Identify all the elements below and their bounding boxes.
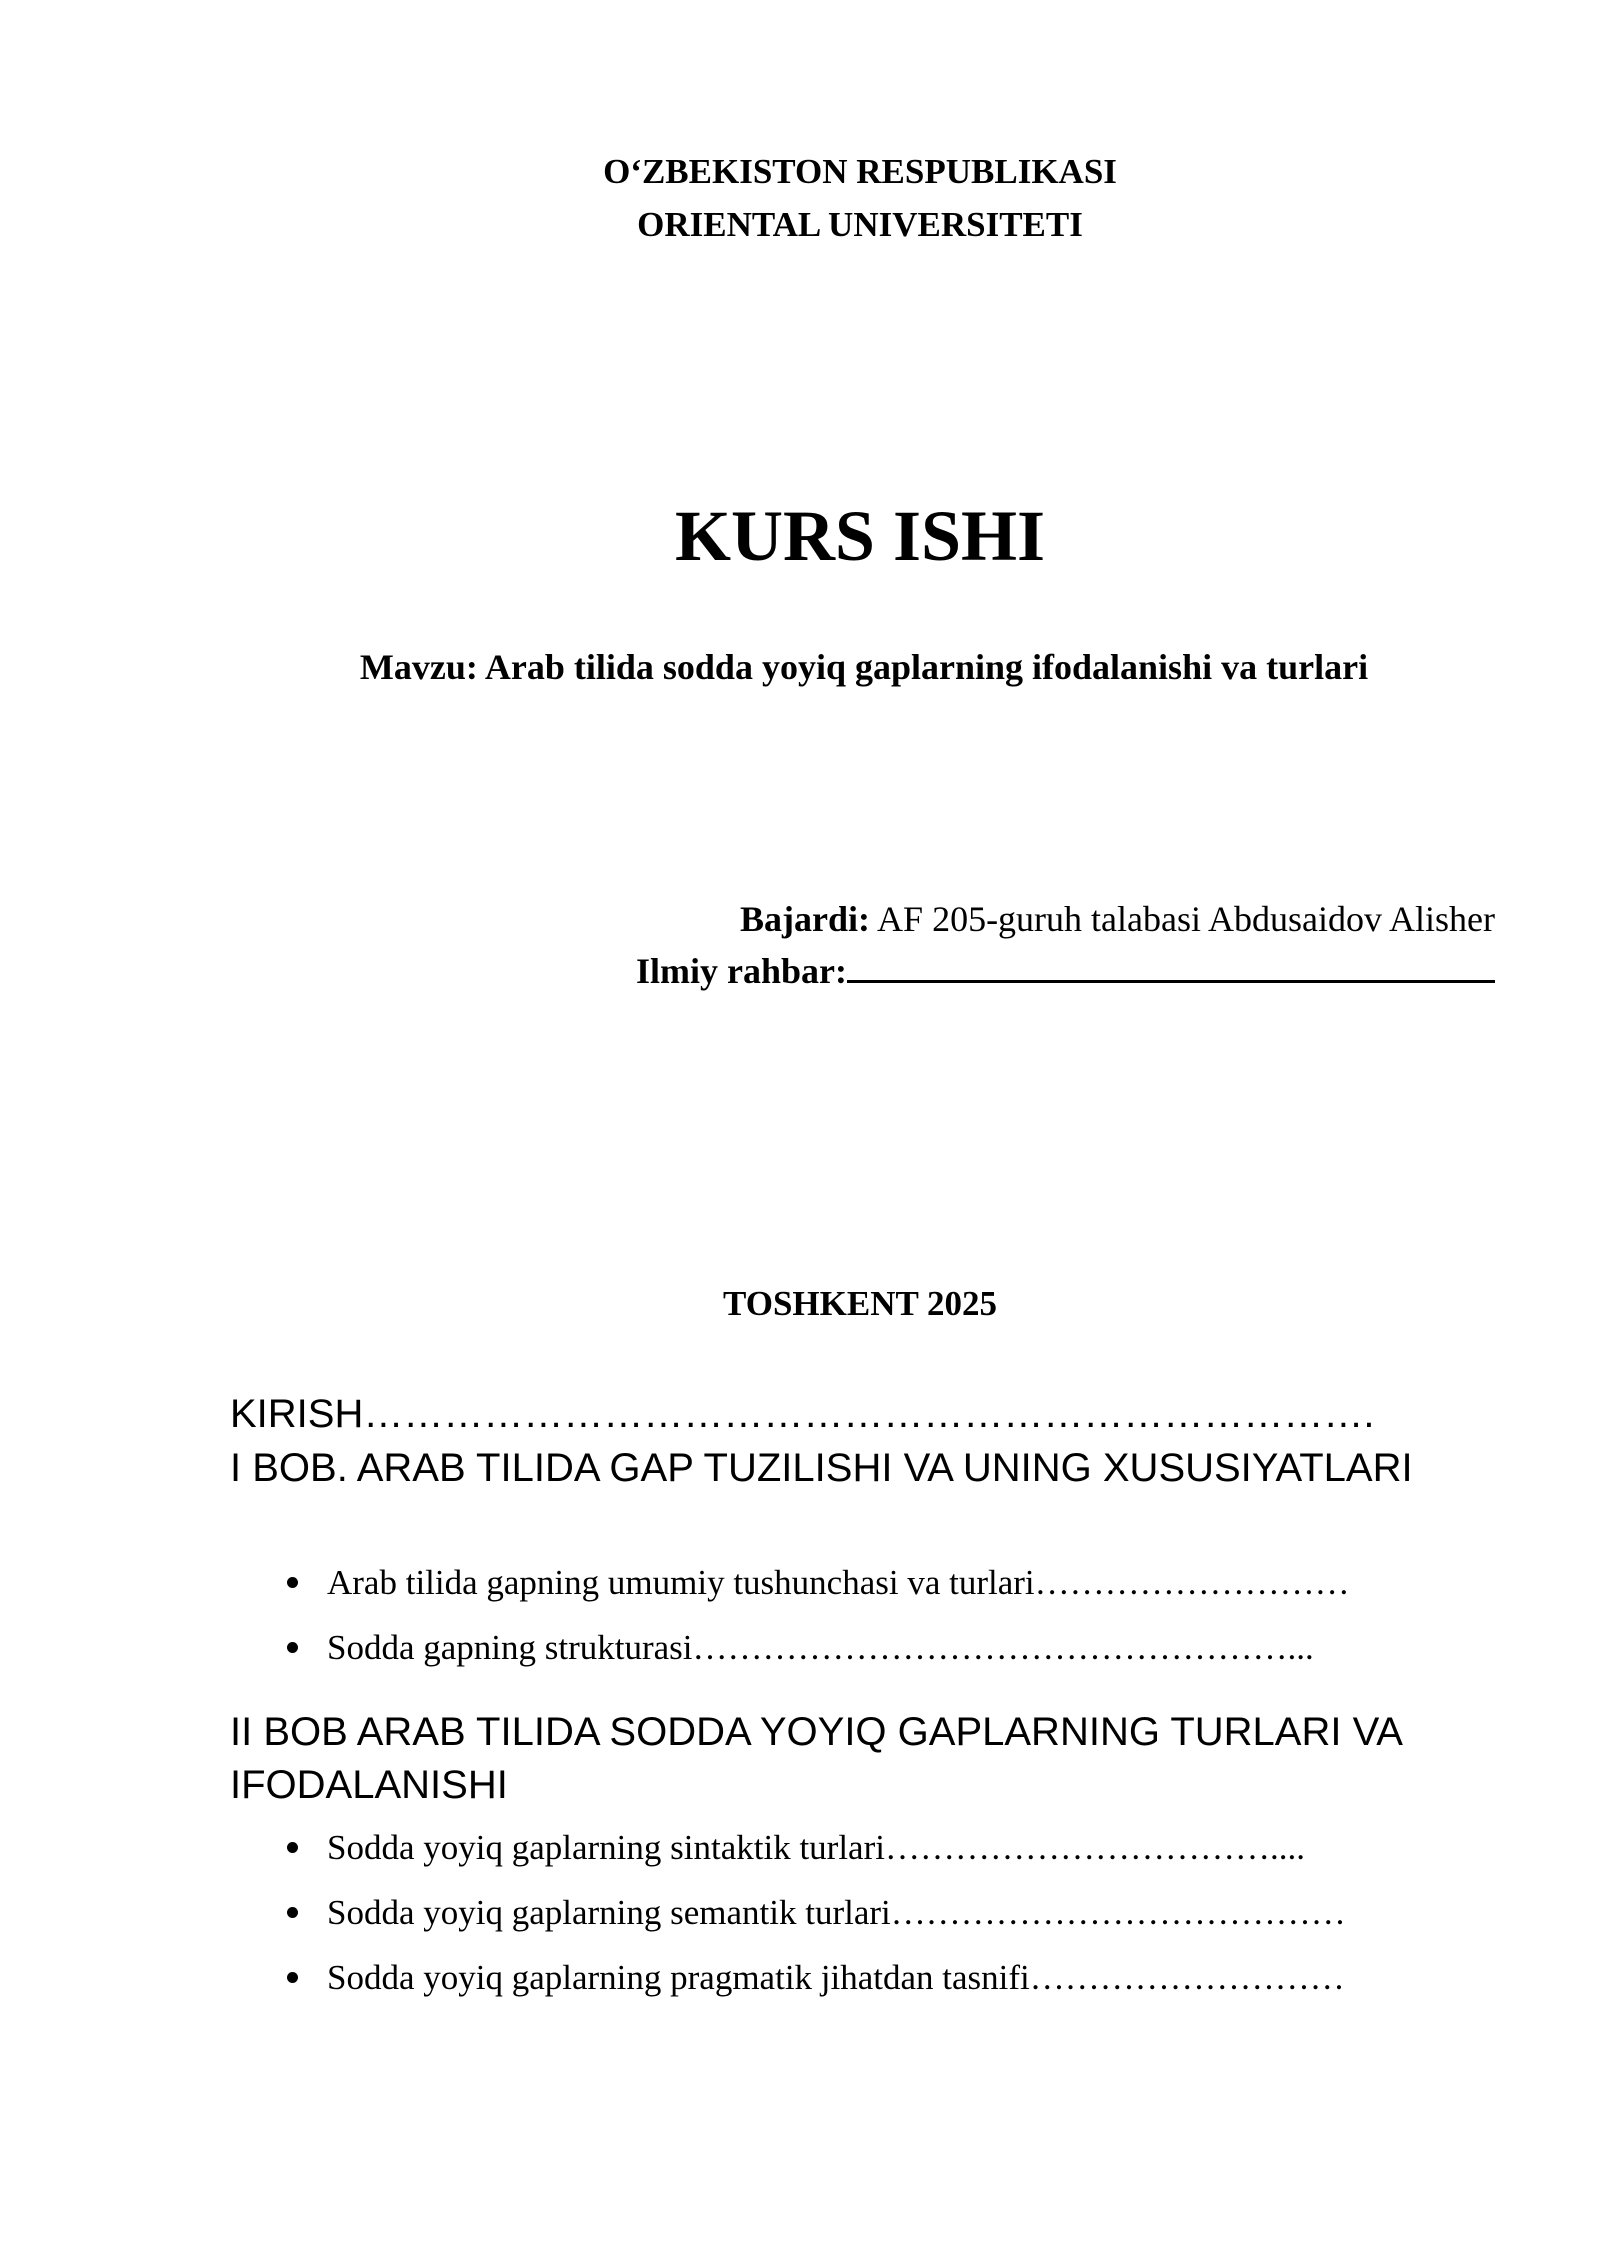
- performer-label: Bajardi:: [740, 899, 871, 939]
- toc-item: Sodda yoyiq gaplarning sintaktik turlari……………………………....: [327, 1828, 1305, 1867]
- toc-item: Sodda gapning strukturasi……………………………………………...: [327, 1628, 1314, 1667]
- supervisor-label: Ilmiy rahbar:: [636, 951, 847, 991]
- performer-row: [740, 898, 1495, 940]
- institution-line-1: O‘ZBEKISTON RESPUBLIKASI: [603, 152, 1117, 191]
- city-year: TOSHKENT 2025: [723, 1284, 997, 1323]
- toc-chapter-1-title: I BOB. ARAB TILIDA GAP TUZILISHI VA UNING XUSUSIYATLARI: [230, 1446, 1413, 1490]
- toc-chapter-2-title: II BOB ARAB TILIDA SODDA YOYIQ GAPLARNING TURLARI VA IFODALANISHI: [230, 1710, 1401, 1807]
- toc-item: Sodda yoyiq gaplarning semantik turlari…………………………………: [327, 1893, 1346, 1932]
- supervisor-row: [636, 950, 1495, 992]
- performer-value: AF 205-guruh talabasi Abdusaidov Alisher: [870, 899, 1495, 939]
- topic-line: Mavzu: Arab tilida sodda yoyiq gaplarning ifodalanishi va turlari: [359, 647, 1369, 687]
- toc-item: Arab tilida gapning umumiy tushunchasi va turlari………………………: [327, 1563, 1350, 1602]
- toc-item: Sodda yoyiq gaplarning pragmatik jihatdan tasnifi………………………: [327, 1958, 1345, 1997]
- institution-line-2: ORIENTAL UNIVERSITETI: [637, 205, 1083, 244]
- supervisor-blank-line: [847, 950, 1495, 983]
- toc-intro: KIRISH………………………………………………………………….: [230, 1392, 1375, 1436]
- document-title: KURS ISHI: [674, 496, 1046, 576]
